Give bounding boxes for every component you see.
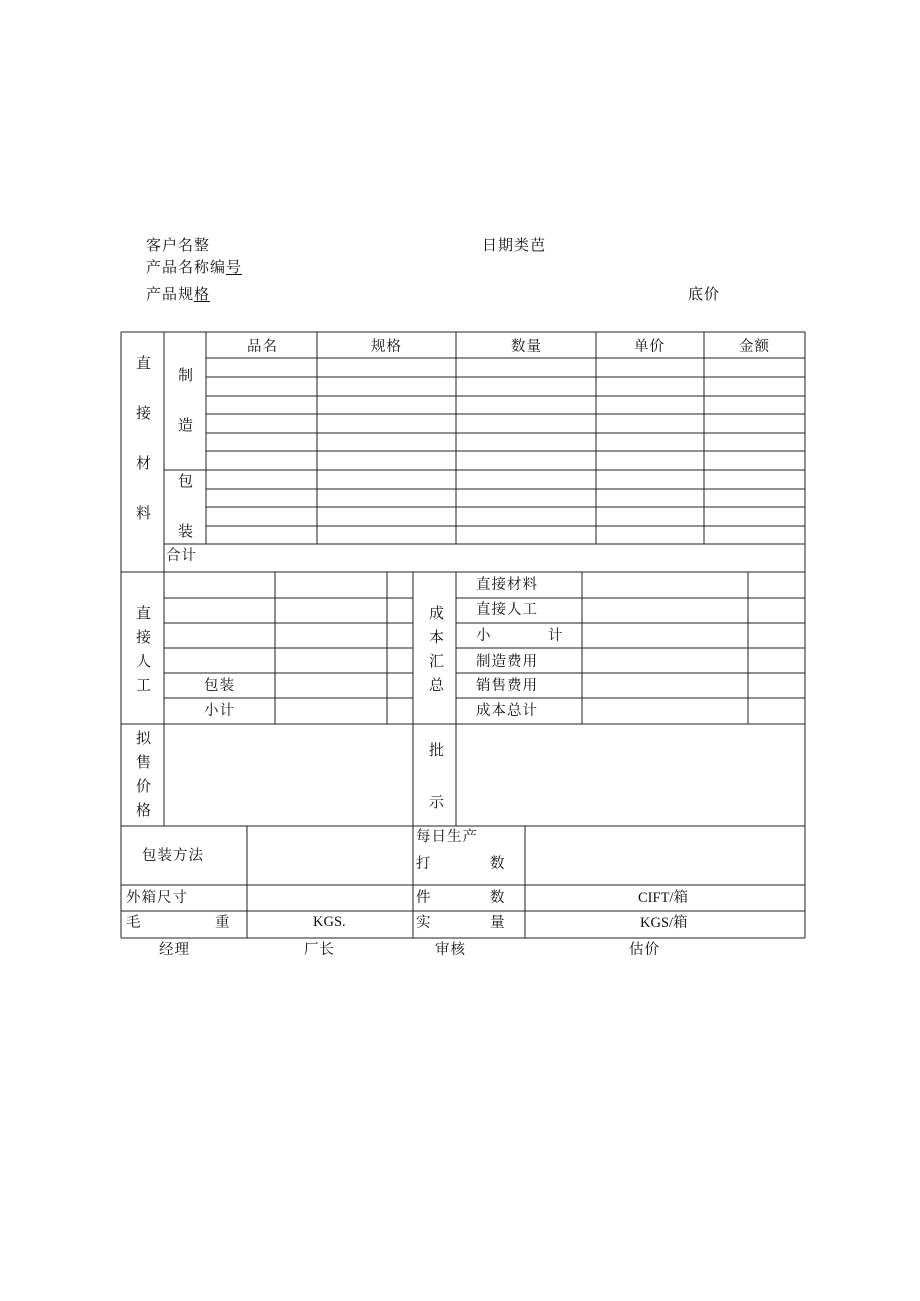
kgs-label: KGS. [313, 914, 346, 930]
manufacture-char: 造 [178, 416, 194, 434]
cost-summary-char: 成 [429, 604, 445, 622]
cost-item-manufacturing-expense: 制造费用 [476, 654, 538, 670]
packaging-char: 装 [178, 522, 194, 540]
approval-char: 示 [429, 793, 445, 811]
col-header-quantity: 数量 [511, 339, 542, 355]
signature-reviewer: 审核 [435, 942, 466, 958]
gross-weight-label-b: 重 [215, 915, 231, 931]
col-header-name: 品名 [247, 339, 278, 355]
direct-materials-char: 接 [136, 404, 152, 422]
signature-factory-director: 厂长 [304, 942, 335, 958]
cost-item-subtotal-b: 计 [548, 628, 564, 644]
kgs-per-box-label: KGS/箱 [640, 915, 688, 931]
dozen-count-label-a: 打 [416, 856, 432, 872]
direct-labor-char: 人 [136, 652, 152, 670]
materials-total-label: 合计 [166, 548, 197, 564]
dozen-count-label-b: 数 [490, 856, 506, 872]
cost-summary-char: 总 [429, 676, 445, 694]
proposed-price-char: 格 [136, 801, 152, 819]
gross-weight-label-a: 毛 [126, 915, 142, 931]
date-label: 日期类芭 [482, 236, 547, 254]
signature-manager: 经理 [159, 942, 190, 958]
cift-per-box-label: CIFT/箱 [638, 890, 688, 906]
cost-summary-char: 本 [429, 628, 445, 646]
proposed-price-char: 拟 [136, 729, 152, 747]
cost-item-direct-materials: 直接材料 [476, 577, 538, 593]
direct-labor-char: 接 [136, 628, 152, 646]
signature-estimator: 估价 [629, 942, 660, 958]
proposed-price-char: 价 [136, 777, 152, 795]
cost-item-total-cost: 成本总计 [476, 703, 538, 719]
col-header-amount: 金额 [739, 339, 770, 355]
daily-output-label: 每日生产 [416, 829, 478, 845]
packing-method-label: 包装方法 [142, 848, 204, 864]
approval-char: 批 [429, 741, 445, 759]
product-number-text: 号 [226, 258, 243, 276]
col-header-spec: 规格 [371, 339, 402, 355]
actual-weight-label-b: 量 [490, 915, 506, 931]
customer-name-label: 客户名整 [146, 236, 211, 254]
carton-size-label: 外箱尺寸 [126, 890, 188, 906]
product-name-text: 产品名称编 [146, 258, 227, 276]
direct-labor-char: 工 [136, 676, 152, 694]
base-price-label: 底价 [688, 285, 721, 303]
col-header-unit-price: 单价 [634, 339, 665, 355]
direct-materials-char: 料 [136, 504, 152, 522]
piece-count-label-b: 数 [490, 890, 506, 906]
direct-labor-char: 直 [136, 604, 152, 622]
cost-item-subtotal-a: 小 [476, 628, 492, 644]
product-spec-underlined: 格 [194, 285, 211, 303]
cost-summary-char: 汇 [429, 652, 445, 670]
actual-weight-label-a: 实 [416, 915, 432, 931]
cost-item-sales-expense: 销售费用 [476, 678, 538, 694]
piece-count-label-a: 件 [416, 890, 432, 906]
manufacture-char: 制 [178, 366, 194, 384]
product-spec-text: 产品规 [146, 285, 195, 303]
labor-packaging-label: 包装 [204, 678, 235, 694]
packaging-char: 包 [178, 472, 194, 490]
proposed-price-char: 售 [136, 753, 152, 771]
labor-subtotal-label: 小计 [204, 703, 235, 719]
direct-materials-char: 材 [136, 454, 152, 472]
cost-item-direct-labor: 直接人工 [476, 602, 538, 618]
direct-materials-char: 直 [136, 354, 152, 372]
